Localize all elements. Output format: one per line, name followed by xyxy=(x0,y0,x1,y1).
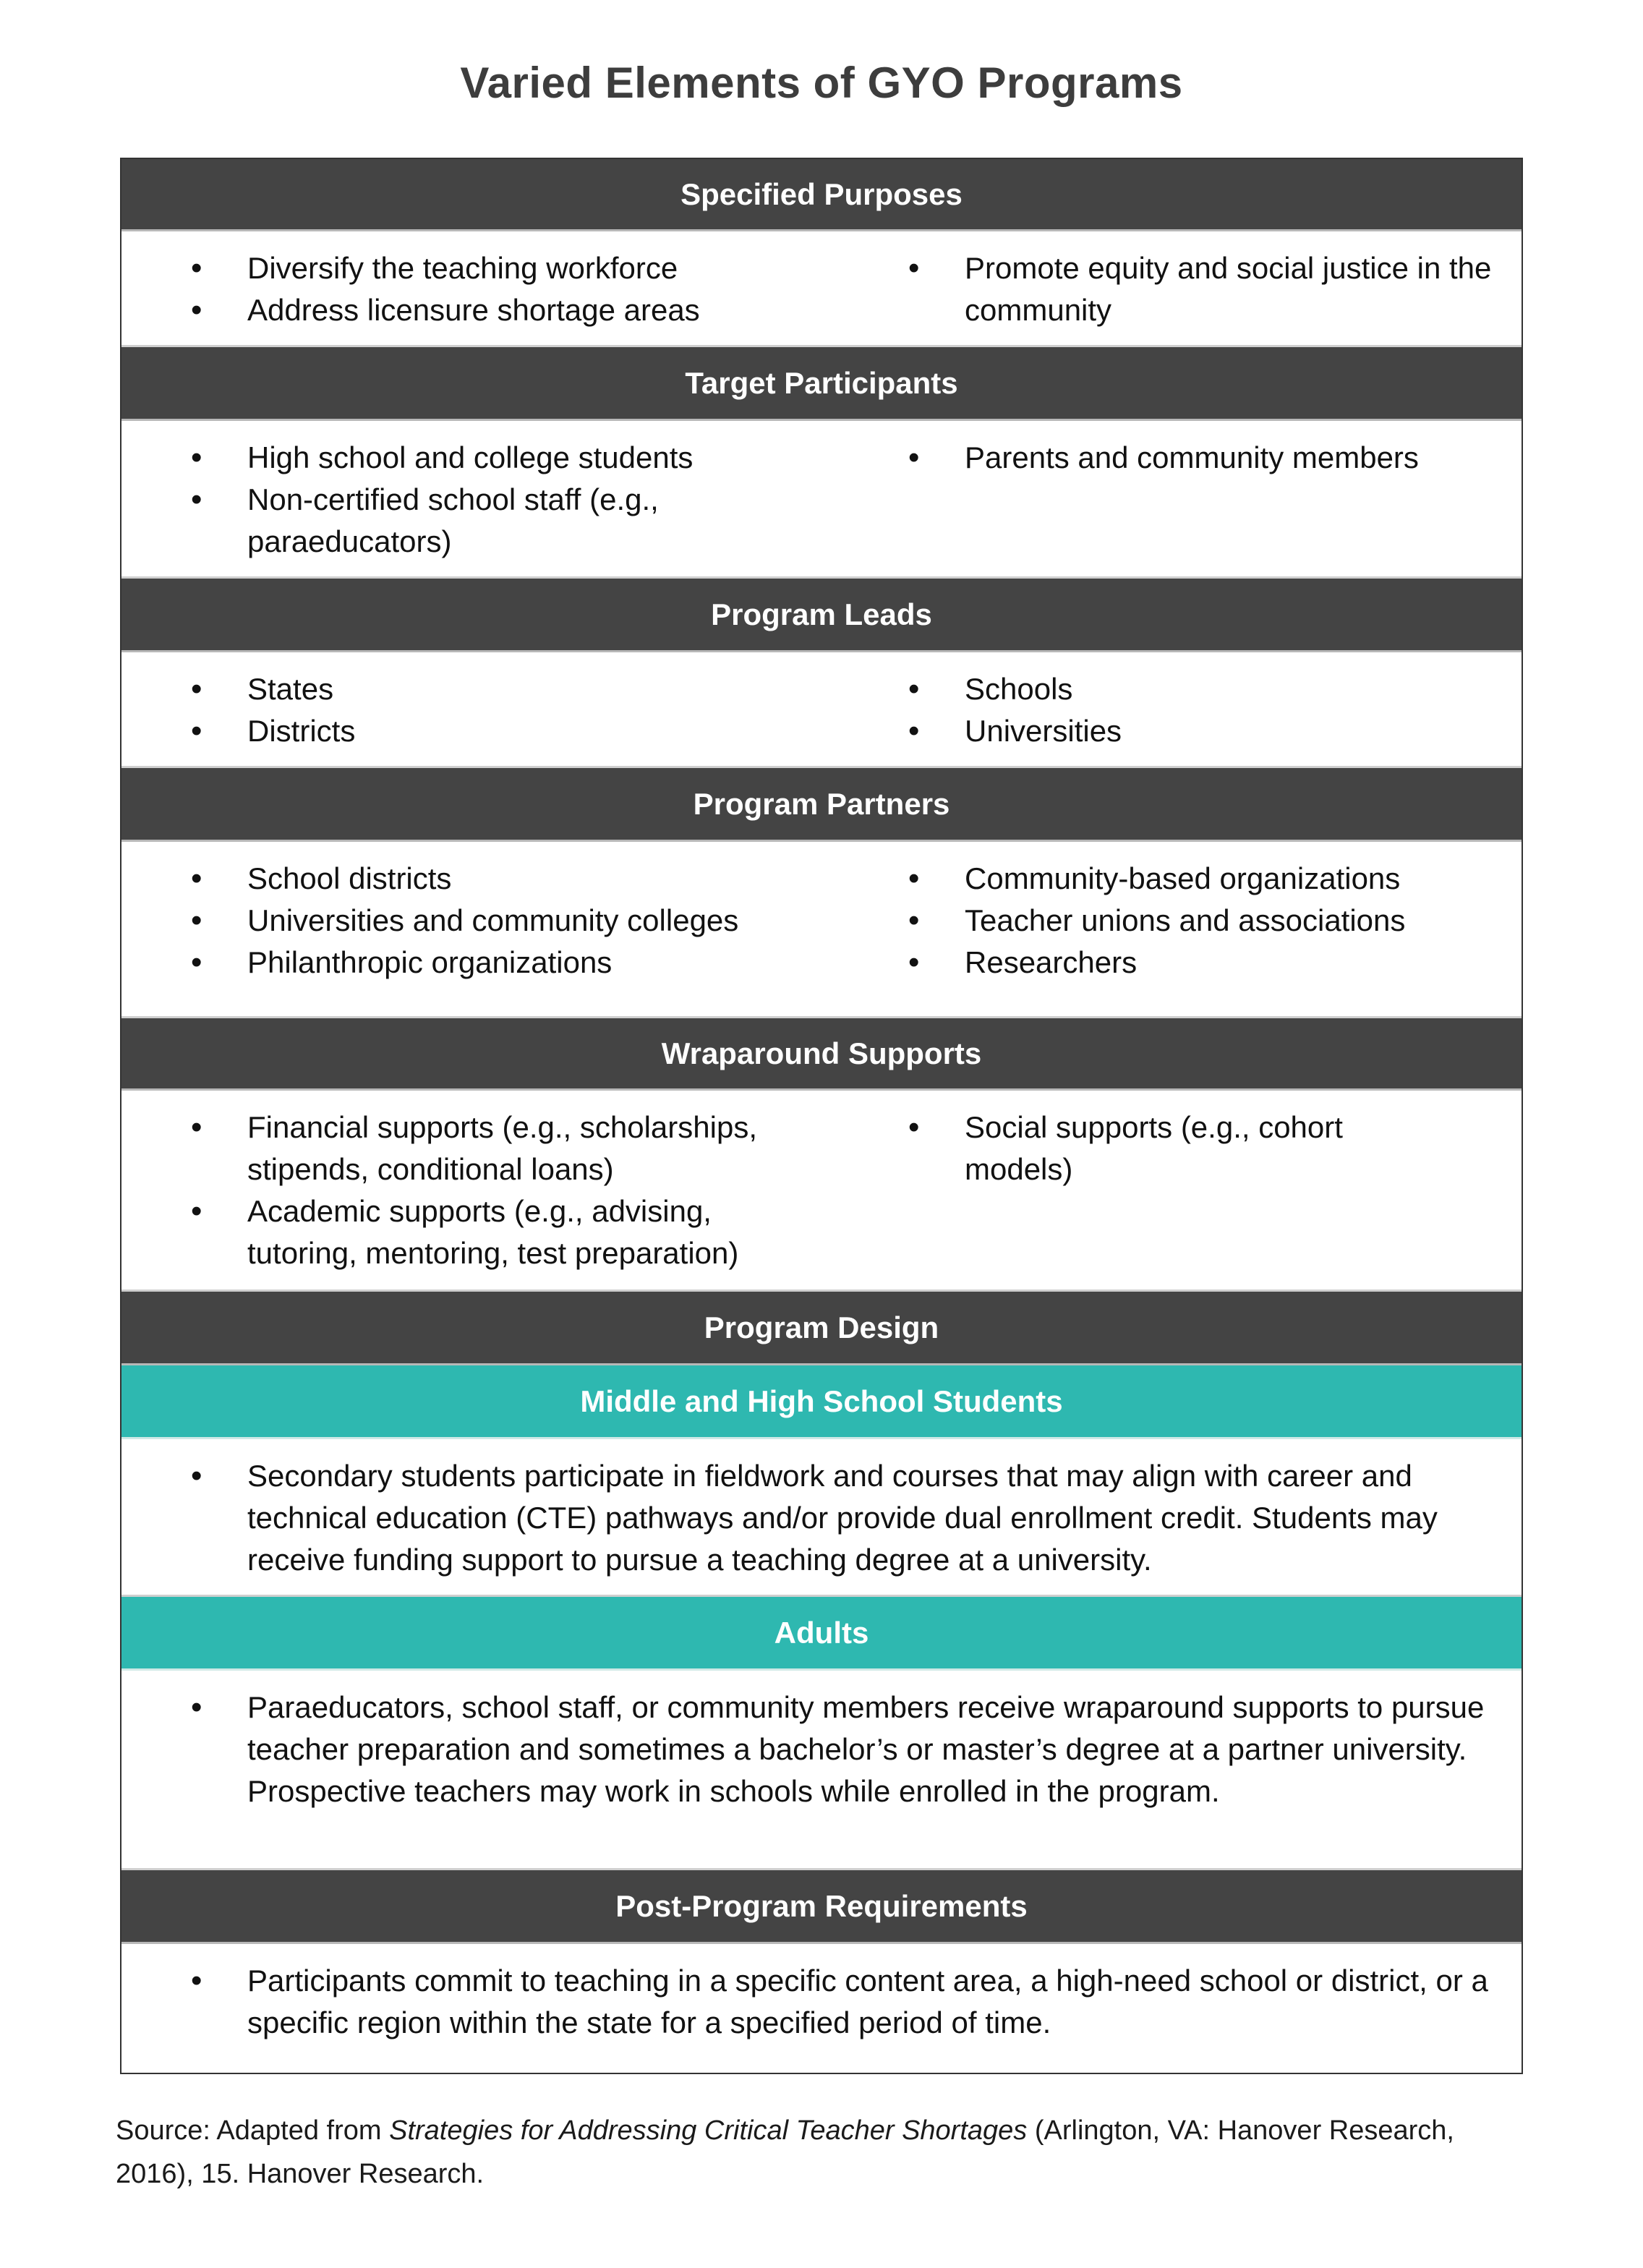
section-header-wraparound-supports: Wraparound Supports xyxy=(121,1018,1522,1091)
section-header-post-program-requirements: Post-Program Requirements xyxy=(121,1870,1522,1944)
gyo-elements-table xyxy=(120,158,1523,2074)
list-item: • Researchers xyxy=(908,942,1522,984)
list-item: • Community-based organizations xyxy=(908,858,1522,900)
column-left xyxy=(121,668,822,766)
list-item: • Universities xyxy=(908,710,1522,752)
column-right xyxy=(822,668,1522,766)
subsection-body-adults xyxy=(121,1671,1522,1870)
page-title: Varied Elements of GYO Programs xyxy=(460,59,1183,107)
list-item: • Promote equity and social justice in the community xyxy=(908,247,1522,331)
section-body-program-partners xyxy=(121,842,1522,1018)
section-body-program-leads xyxy=(121,652,1522,768)
list-item: • Social supports (e.g., cohort models) xyxy=(908,1107,1429,1190)
source-prefix: Source: Adapted from xyxy=(116,2115,390,2146)
subsection-body-middle-high-school xyxy=(121,1439,1522,1597)
section-body-post-program-requirements xyxy=(121,1944,1522,2073)
source-citation xyxy=(116,2109,1533,2196)
section-header-program-leads: Program Leads xyxy=(121,579,1522,652)
list-item: • Financial supports (e.g., scholarships, stipends, conditional loans) xyxy=(191,1107,813,1190)
list-item: • Philanthropic organizations xyxy=(191,942,822,984)
section-body-specified-purposes xyxy=(121,231,1522,347)
column-right xyxy=(822,437,1522,576)
section-header-program-design: Program Design xyxy=(121,1292,1522,1365)
list-item: • High school and college students xyxy=(191,437,741,479)
list-item: • Academic supports (e.g., advising, tutoring, mentoring, test preparation) xyxy=(191,1190,813,1274)
list-item: • Address licensure shortage areas xyxy=(191,289,822,331)
list-item: • Participants commit to teaching in a specific content area, a high-need school or district, or a specific region within the state for a specified period of time. xyxy=(191,1960,1493,2044)
subsection-header-adults: Adults xyxy=(121,1597,1522,1671)
source-title: Strategies for Addressing Critical Teacher Shortages xyxy=(389,2115,1028,2146)
column-left xyxy=(121,858,822,1016)
section-body-wraparound-supports xyxy=(121,1091,1522,1292)
list-item: • Teacher unions and associations xyxy=(908,900,1522,942)
list-item: • Parents and community members xyxy=(908,437,1522,479)
list-item: • Secondary students participate in fieldwork and courses that may align with career and technical education (CTE) pathways and/or provide dual enrollment credit. Students may receive funding support to pursue a teaching degree at a university. xyxy=(191,1455,1493,1581)
section-body-target-participants xyxy=(121,421,1522,579)
column-left xyxy=(121,1107,822,1289)
list-item: • Schools xyxy=(908,668,1522,710)
subsection-header-middle-high-school: Middle and High School Students xyxy=(121,1365,1522,1439)
list-item: • Diversify the teaching workforce xyxy=(191,247,822,289)
column-left xyxy=(121,247,822,345)
list-item: • Districts xyxy=(191,710,822,752)
section-header-target-participants: Target Participants xyxy=(121,347,1522,421)
column-right xyxy=(822,1107,1522,1289)
column-right xyxy=(822,247,1522,345)
list-item: • Universities and community colleges xyxy=(191,900,822,942)
list-item: • School districts xyxy=(191,858,822,900)
source-suffix: (Arlington, VA: Hanover Research, 2016), 15. Hanover Research. xyxy=(116,2115,1454,2189)
column-left xyxy=(121,437,822,576)
list-item: • Paraeducators, school staff, or community members receive wraparound supports to pursue teacher preparation and sometimes a bachelor’s or master’s degree at a partner university. Prospective teachers may work in schools while enrolled in the program. xyxy=(191,1687,1493,1812)
column-right xyxy=(822,858,1522,1016)
list-item: • Non-certified school staff (e.g., paraeducators) xyxy=(191,479,741,563)
section-header-program-partners: Program Partners xyxy=(121,768,1522,842)
list-item: • States xyxy=(191,668,822,710)
section-header-specified-purposes: Specified Purposes xyxy=(121,159,1522,231)
